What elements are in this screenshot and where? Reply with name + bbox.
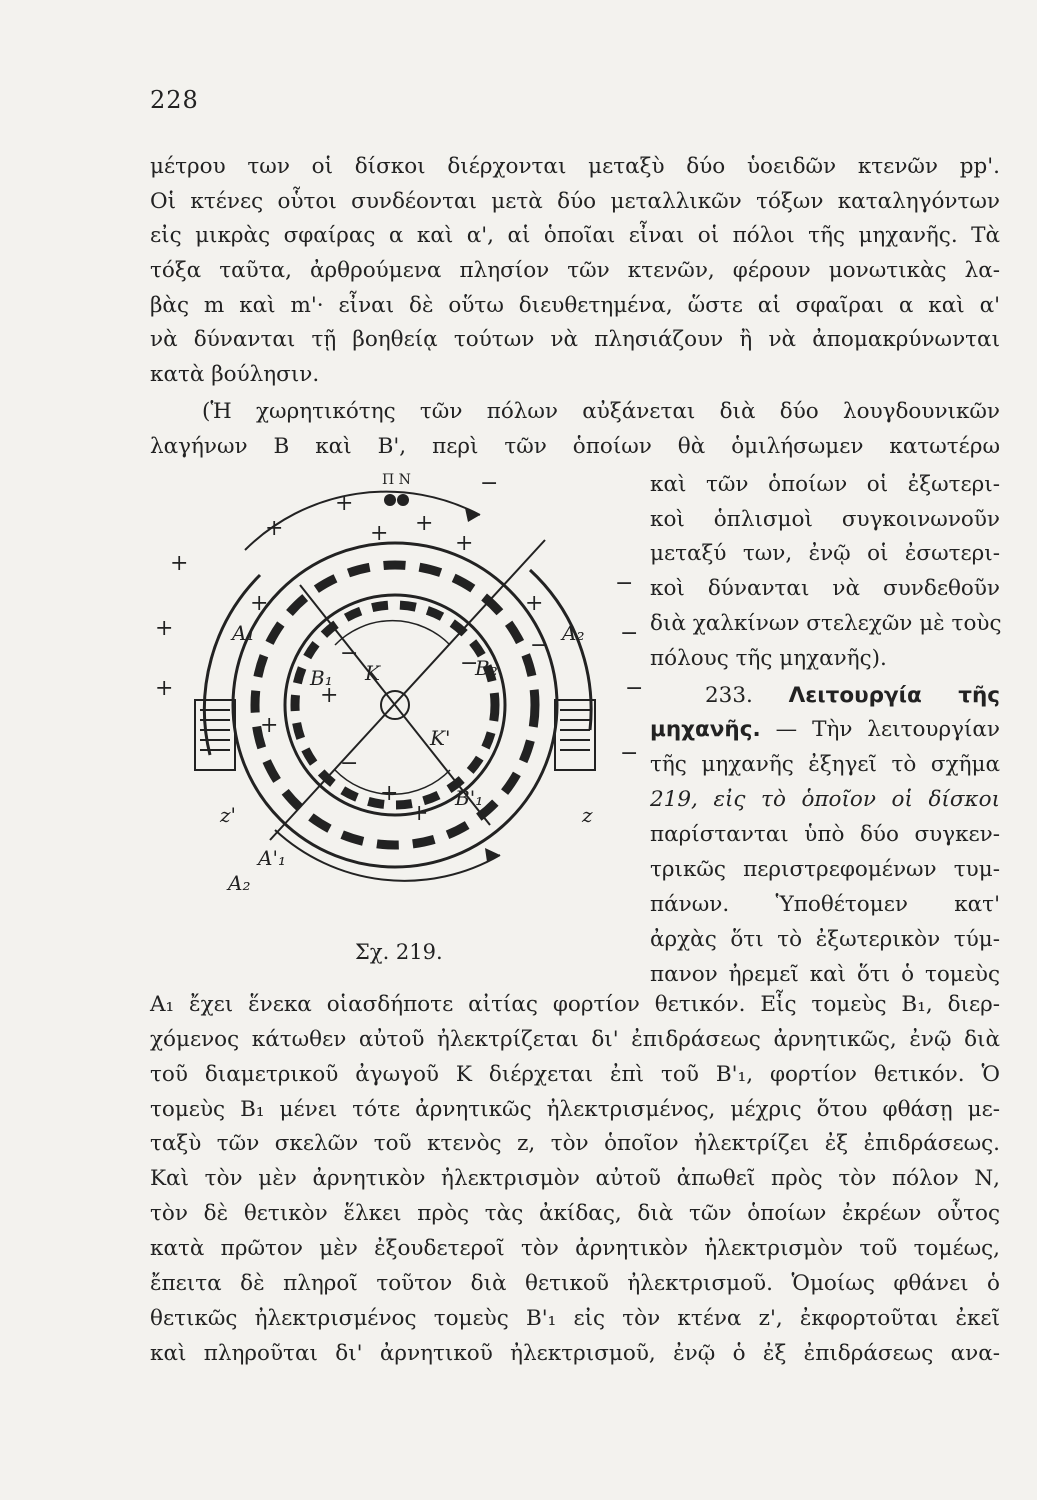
svg-text:+: +	[455, 531, 474, 556]
side-line: κοὶ ὁπλισμοὶ συγκοινωνοῦν	[650, 507, 1000, 532]
svg-text:−: −	[340, 751, 359, 776]
svg-text:−: −	[530, 633, 549, 658]
svg-text:+: +	[525, 591, 544, 616]
text-line: A₁ ἔχει ἕνεκα οἱασδήποτε αἰτίας φορτίον θετικόν. Εἷς τομεὺς Β₁, διερ-	[150, 992, 1000, 1017]
label-a2-bottom: A₂	[228, 871, 251, 895]
text-line: Οἱ κτένες οὗτοι συνδέονται μετὰ δύο μεταλλικῶν τόξων καταληγόντων	[150, 189, 1000, 214]
text-line: χόμενος κάτωθεν αὐτοῦ ἠλεκτρίζεται δι' ἐπιδράσεως ἀρνητικῶς, ἐνῷ διὰ	[150, 1027, 1000, 1052]
text-line: Καὶ τὸν μὲν ἀρνητικὸν ἠλεκτρισμὸν αὐτοῦ ἀπωθεῖ πρὸς τὸν πόλον Ν,	[150, 1166, 1000, 1191]
section-title-cont: μηχανῆς.	[650, 717, 761, 742]
side-line: διὰ χαλκίνων στελεχῶν μὲ τοὺς	[650, 611, 1002, 636]
svg-text:−: −	[620, 741, 639, 766]
side-line: κοὶ δύνανται νὰ συνδεθοῦν	[650, 576, 1000, 601]
side-line: 219, εἰς τὸ ὁποῖον οἱ δίσκοι	[650, 787, 1000, 812]
svg-text:−: −	[340, 641, 359, 666]
side-line: τῆς μηχανῆς ἐξηγεῖ τὸ σχῆμα	[650, 752, 1000, 777]
text-line: λαγήνων Β καὶ Β', περὶ τῶν ὁποίων θὰ ὁμιλήσωμεν κατωτέρω	[150, 434, 1000, 459]
svg-text:+: +	[415, 511, 434, 536]
side-line: καὶ τῶν ὁποίων οἱ ἐξωτερι-	[650, 472, 1000, 497]
label-b1-prime: B'₁	[455, 786, 484, 810]
label-k-prime: K'	[430, 726, 451, 750]
figure-caption: Σχ. 219.	[355, 940, 443, 964]
svg-text:−: −	[620, 621, 639, 646]
text-line: ἔπειτα δὲ πληροῖ τοῦτον διὰ θετικοῦ ἠλεκτρισμοῦ. Ὁμοίως φθάνει ὁ	[150, 1271, 1000, 1296]
side-line: παρίστανται ὑπὸ δύο συγκεν-	[650, 822, 1000, 847]
svg-text:−: −	[625, 676, 644, 701]
label-z-prime: z'	[220, 803, 237, 827]
text-line: (Ἡ χωρητικότης τῶν πόλων αὐξάνεται διὰ δύο λουγδουνικῶν	[202, 399, 1000, 424]
svg-text:+: +	[155, 616, 174, 641]
label-b1: B₁	[310, 666, 333, 690]
svg-text:+: +	[335, 491, 354, 516]
text-line: τομεὺς Β₁ μένει τότε ἀρνητικῶς ἠλεκτρισμένος, μέχρις ὅτου φθάσῃ με-	[150, 1097, 1000, 1122]
side-line: πάνων. Ὑποθέτομεν κατ'	[650, 892, 1000, 917]
text-line: νὰ δύνανται τῇ βοηθείᾳ τούτων νὰ πλησιάζουν ἢ νὰ ἀπομακρύνωνται	[150, 327, 1000, 352]
svg-text:+: +	[250, 591, 269, 616]
section-dash-text: — Τὴν λειτουργίαν	[775, 717, 1000, 742]
side-line: πανον ἠρεμεῖ καὶ ὅτι ὁ τομεὺς	[650, 962, 1000, 987]
pole-label: Π Ν	[382, 472, 411, 488]
svg-text:+: +	[410, 801, 429, 826]
label-a2: A₂	[562, 621, 585, 645]
svg-text:+: +	[320, 683, 339, 708]
section-number: 233.	[705, 683, 753, 708]
label-a1-prime: A'₁	[258, 846, 286, 870]
text-line: καὶ πληροῦται δι' ἀρνητικοῦ ἠλεκτρισμοῦ, ἐνῷ ὁ ἐξ ἐπιδράσεως ανα-	[150, 1341, 1000, 1366]
svg-text:+: +	[170, 551, 189, 576]
svg-text:+: +	[380, 781, 399, 806]
label-b2: B₂	[475, 656, 498, 680]
text-line: εἰς μικρὰς σφαίρας α καὶ α', αἱ ὁποῖαι εἶναι οἱ πόλοι τῆς μηχανῆς. Τὰ	[150, 223, 1000, 248]
svg-text:+: +	[370, 521, 389, 546]
side-line: πόλους τῆς μηχανῆς).	[650, 646, 887, 671]
text-line: τὸν δὲ θετικὸν ἕλκει πρὸς τὰς ἀκίδας, διὰ τῶν ὁποίων ἐκρέων οὗτος	[150, 1201, 1000, 1226]
side-line: ἀρχὰς ὅτι τὸ ἐξωτερικὸν τύμ-	[650, 927, 1000, 952]
text-line: κατὰ πρῶτον μὲν ἐξουδετεροῖ τὸν ἀρνητικὸν ἠλεκτρισμὸν τοῦ τομέως,	[150, 1236, 1000, 1261]
svg-text:+: +	[265, 516, 284, 541]
section-title: Λειτουργία τῆς	[788, 683, 1000, 708]
svg-text:+: +	[260, 713, 279, 738]
figure-219	[150, 470, 650, 910]
text-line: τοῦ διαμετρικοῦ ἀγωγοῦ Κ διέρχεται ἐπὶ τοῦ Β'₁, φορτίον θετικόν. Ὁ	[150, 1062, 1000, 1087]
text-line: κατὰ βούλησιν.	[150, 362, 320, 387]
electrostatic-machine-diagram	[150, 470, 650, 910]
side-line: τρικῶς περιστρεφομένων τυμ-	[650, 857, 1000, 882]
text-line: τόξα ταῦτα, ἀρθρούμενα πλησίον τῶν κτενῶν, φέρουν μονωτικὰς λα-	[150, 258, 1000, 283]
text-line: ταξὺ τῶν σκελῶν τοῦ κτενὸς z, τὸν ὁποῖον ἠλεκτρίζει ἐξ ἐπιδράσεως.	[150, 1131, 1000, 1156]
section-heading-line2	[650, 713, 1000, 748]
text-line: μέτρου των οἱ δίσκοι διέρχονται μεταξὺ δύο ὑοειδῶν κτενῶν pp'.	[150, 154, 1000, 179]
svg-text:−: −	[480, 471, 499, 496]
section-heading	[650, 679, 1000, 714]
label-z: z	[582, 803, 593, 827]
label-a1: A₁	[232, 621, 255, 645]
svg-text:−: −	[460, 651, 479, 676]
svg-text:−: −	[615, 571, 634, 596]
text-line: θετικῶς ἠλεκτρισμένος τομεὺς Β'₁ εἰς τὸν κτένα z', ἐκφορτοῦται ἐκεῖ	[150, 1306, 1000, 1331]
label-k: K	[365, 661, 380, 685]
side-line: μεταξύ των, ἐνῷ οἱ ἐσωτερι-	[650, 541, 1000, 566]
page-number: 228	[150, 86, 199, 114]
text-line: βὰς m καὶ m'· εἶναι δὲ οὕτω διευθετημένα, ὥστε αἱ σφαῖραι α καὶ α'	[150, 293, 1000, 318]
svg-text:+: +	[155, 676, 174, 701]
